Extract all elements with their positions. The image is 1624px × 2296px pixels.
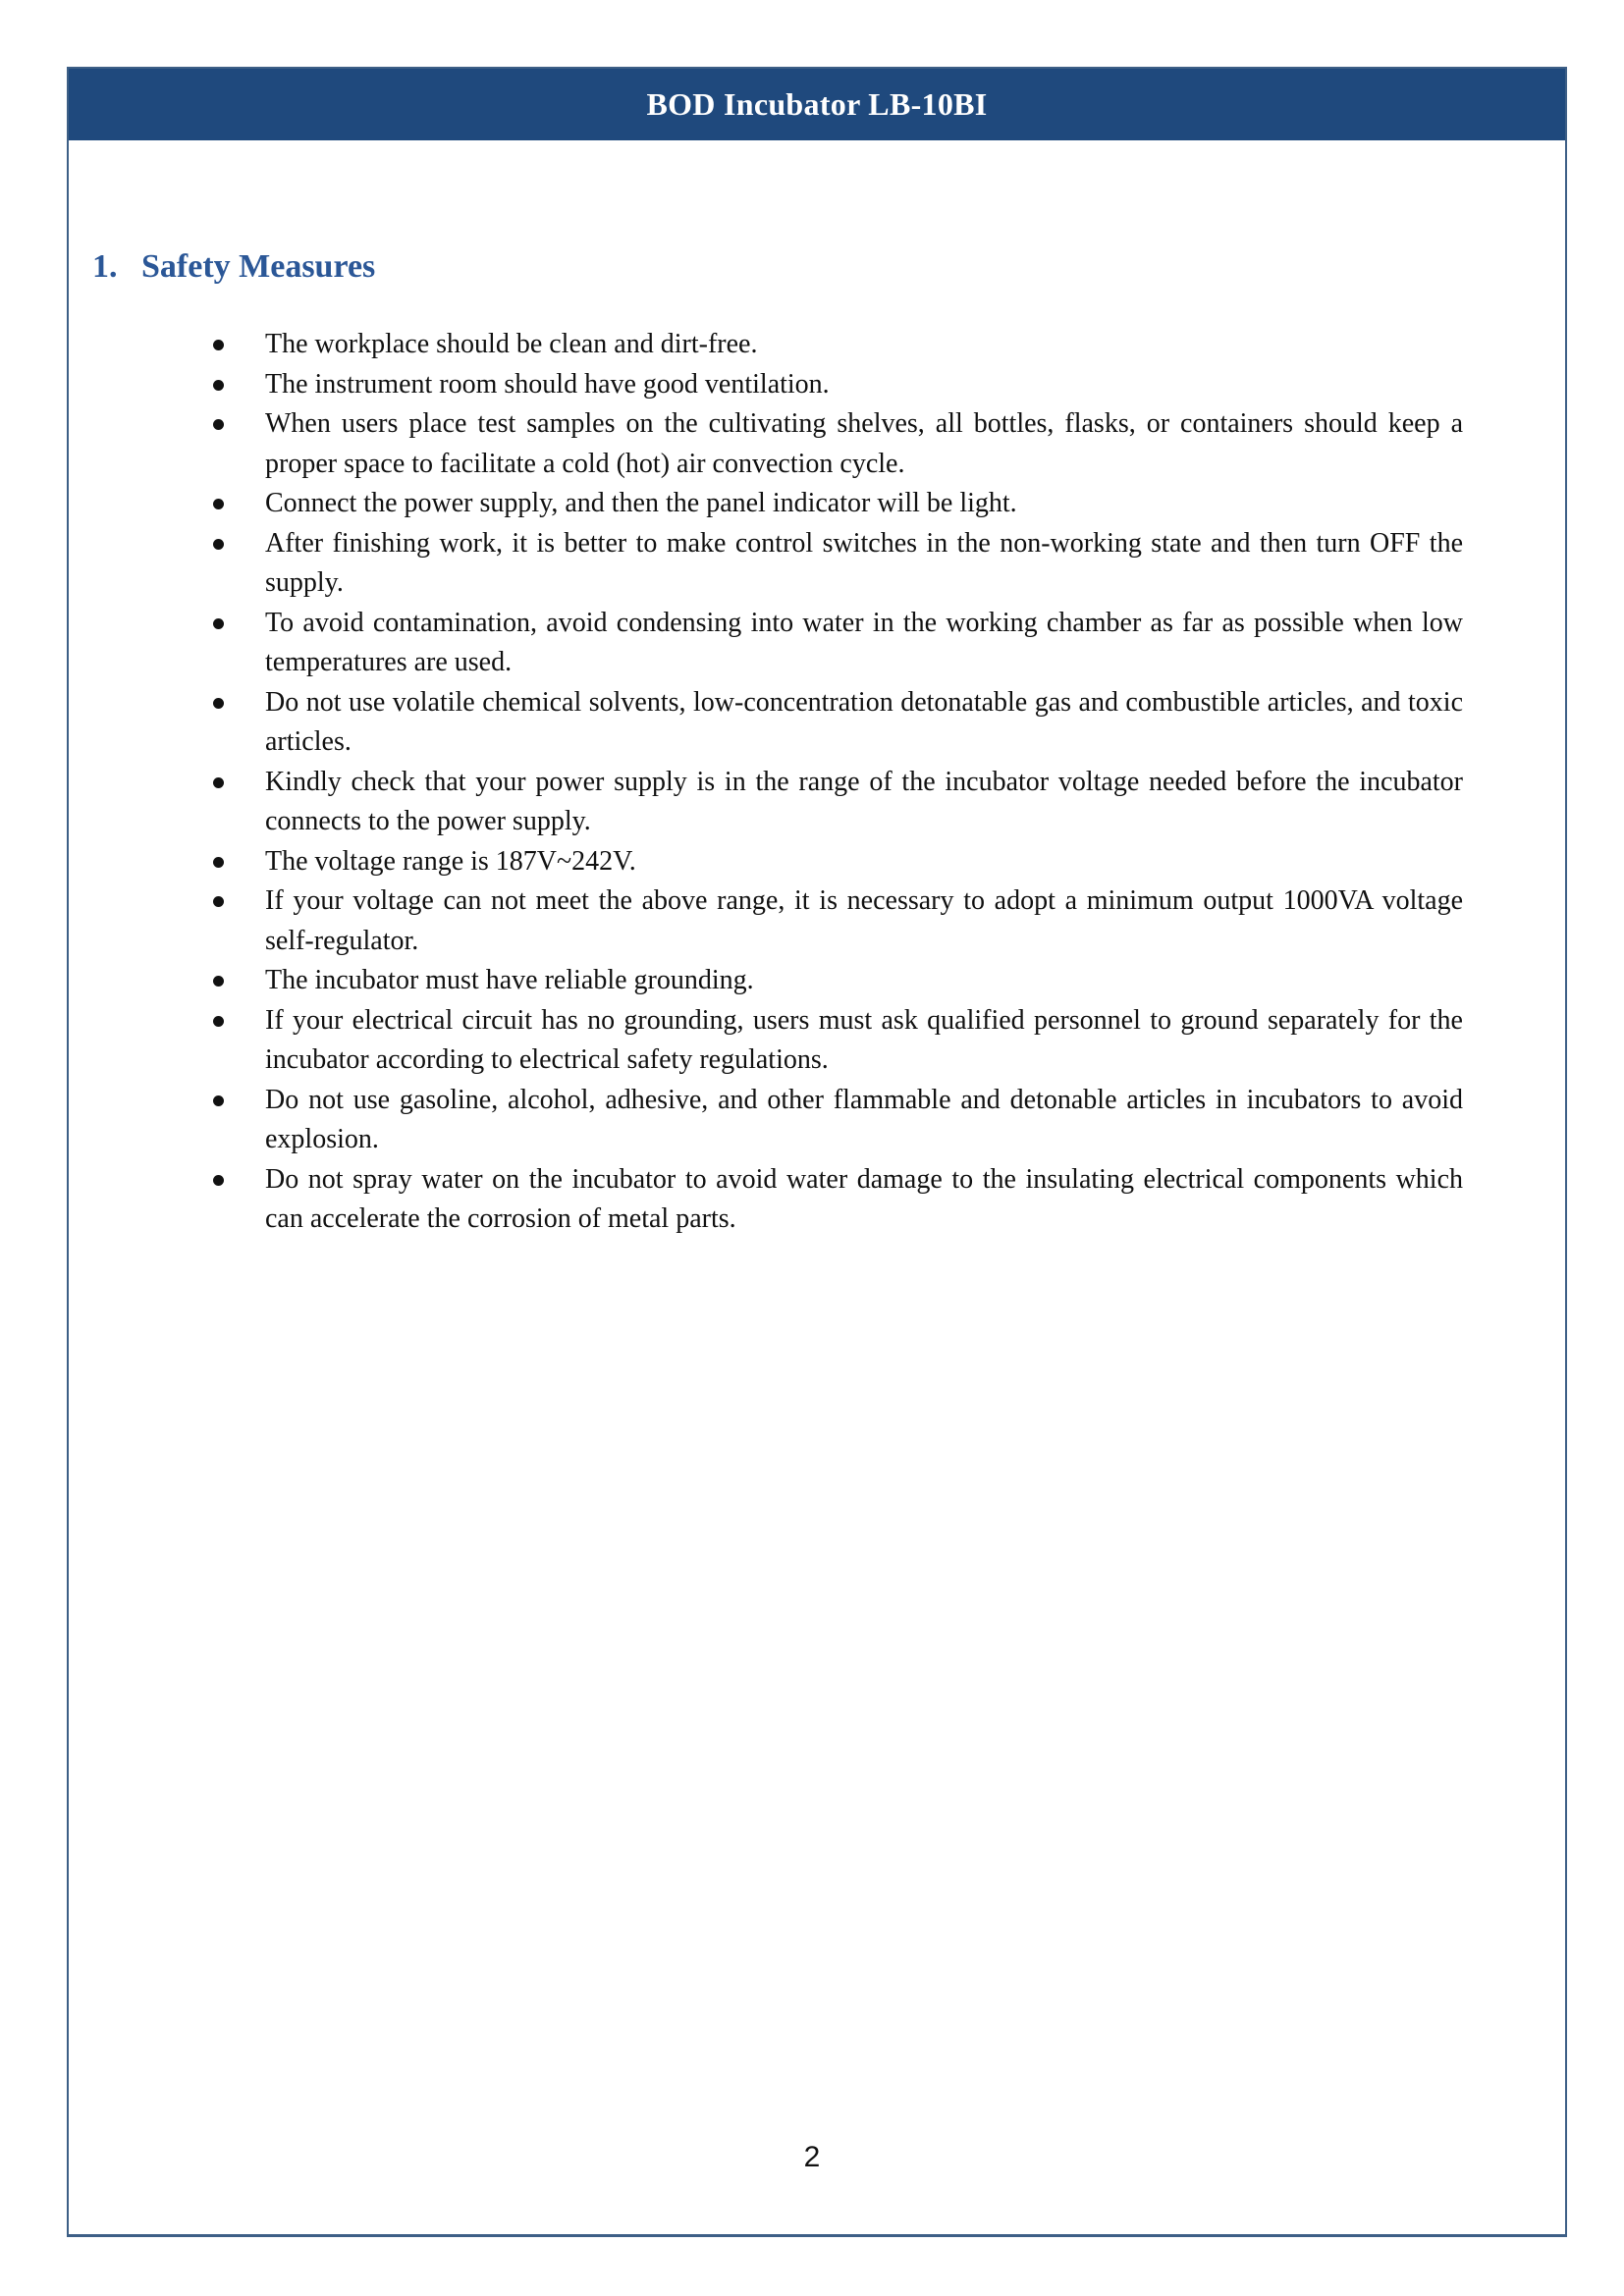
list-item-text: The workplace should be clean and dirt-free. (265, 329, 758, 359)
list-item-text: When users place test samples on the cultivating shelves, all bottles, flasks, or containers should keep a proper space to facilitate a cold (hot) air convection cycle. (265, 408, 1463, 479)
bullet-icon (213, 857, 224, 868)
list-item (139, 484, 1463, 524)
safety-measures-list (139, 325, 1463, 1240)
bullet-icon (213, 539, 224, 550)
list-item (139, 1160, 1463, 1240)
list-item-text: The instrument room should have good ventilation. (265, 368, 830, 400)
list-item-text: The incubator must have reliable grounding. (265, 965, 754, 995)
list-item-text: The voltage range is 187V~242V. (265, 845, 636, 877)
bullet-icon (213, 976, 224, 987)
list-item-text: If your voltage can not meet the above range, it is necessary to adopt a minimum output 1000VA voltage self-regulator. (265, 885, 1463, 956)
list-item (139, 842, 1463, 882)
bullet-icon (213, 340, 224, 350)
bullet-icon (213, 1175, 224, 1186)
section-number: 1. (92, 248, 118, 285)
list-item (139, 1081, 1463, 1160)
bullet-icon (213, 777, 224, 788)
list-item (139, 961, 1463, 1001)
list-item-text: To avoid contamination, avoid condensing into water in the working chamber as far as possible when low temperatures are used. (265, 607, 1463, 677)
list-item-text: Connect the power supply, and then the panel indicator will be light. (265, 488, 1017, 518)
list-item-text: Do not use volatile chemical solvents, low-concentration detonatable gas and combustible articles, and toxic articles. (265, 686, 1463, 757)
list-item-text: After finishing work, it is better to make control switches in the non-working state and then turn OFF the supply. (265, 527, 1463, 598)
section-heading (92, 248, 375, 286)
list-item (139, 881, 1463, 961)
section-title: Safety Measures (141, 248, 376, 285)
bullet-icon (213, 698, 224, 709)
list-item (139, 325, 1463, 365)
bullet-icon (213, 1016, 224, 1027)
bullet-icon (213, 499, 224, 509)
list-item (139, 524, 1463, 604)
list-item-text: Do not spray water on the incubator to avoid water damage to the insulating electrical components which can accelerate the corrosion of metal parts. (265, 1163, 1463, 1234)
list-item (139, 683, 1463, 763)
bullet-icon (213, 380, 224, 391)
bullet-icon (213, 618, 224, 629)
list-item-text: Kindly check that your power supply is in the range of the incubator voltage needed before the incubator connects to the power supply. (265, 766, 1463, 836)
bullet-icon (213, 896, 224, 907)
list-item (139, 763, 1463, 842)
list-item (139, 404, 1463, 484)
page-number: 2 (803, 2141, 821, 2173)
bullet-icon (213, 1095, 224, 1106)
list-item (139, 1001, 1463, 1081)
list-item-text: Do not use gasoline, alcohol, adhesive, and other flammable and detonable articles in incubators to avoid explosion. (265, 1084, 1463, 1154)
list-item (139, 604, 1463, 683)
list-item-text: If your electrical circuit has no grounding, users must ask qualified personnel to ground separately for the incubator according to electrical safety regulations. (265, 1004, 1463, 1075)
list-item (139, 365, 1463, 405)
document-title: BOD Incubator LB-10BI (646, 86, 988, 122)
bullet-icon (213, 419, 224, 430)
document-header (69, 69, 1565, 140)
